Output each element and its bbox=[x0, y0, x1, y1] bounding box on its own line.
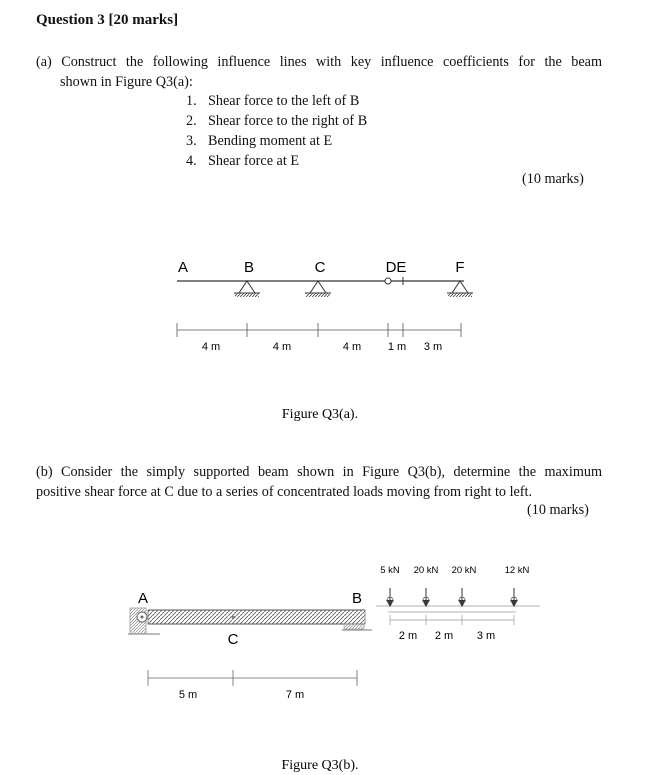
label-c: C bbox=[314, 259, 326, 276]
spacing-label-2: 2 m bbox=[434, 630, 454, 642]
label-a: A bbox=[177, 259, 189, 276]
part-b-marks: (10 marks) bbox=[527, 502, 589, 518]
load-train bbox=[376, 588, 540, 625]
caption-q3a: Figure Q3(a). bbox=[281, 407, 359, 422]
part-b-line-1: (b) Consider the simply supported beam shown in Figure Q3(b), determine the maximum bbox=[36, 464, 602, 480]
part-a-marks: (10 marks) bbox=[522, 171, 584, 187]
roller-support-b bbox=[342, 624, 372, 630]
spacing-label-3: 3 m bbox=[476, 630, 496, 642]
load-label-20kn-1: 20 kN bbox=[413, 565, 439, 576]
dimension-line-b bbox=[148, 670, 357, 686]
dim-cd: 4 m bbox=[342, 341, 362, 353]
label-b-b: B bbox=[351, 590, 363, 607]
list-item: 2. Shear force to the right of B bbox=[186, 113, 368, 129]
load-label-20kn-2: 20 kN bbox=[451, 565, 477, 576]
dim-ef: 3 m bbox=[423, 341, 443, 353]
caption-q3b: Figure Q3(b). bbox=[281, 758, 359, 773]
dim-de: 1 m bbox=[387, 341, 407, 353]
part-a-line-2: shown in Figure Q3(a): bbox=[60, 74, 193, 90]
label-f: F bbox=[455, 259, 465, 276]
dim-bc: 4 m bbox=[272, 341, 292, 353]
list-item: 3. Bending moment at E bbox=[186, 133, 333, 149]
label-a-b: A bbox=[137, 590, 149, 607]
load-arrow-5kn bbox=[386, 588, 394, 607]
list-item: 1. Shear force to the left of B bbox=[186, 93, 360, 109]
load-label-12kn: 12 kN bbox=[504, 565, 530, 576]
dim-ac: 5 m bbox=[178, 689, 198, 701]
label-de: DE bbox=[385, 259, 407, 276]
load-arrow-12kn bbox=[510, 588, 518, 607]
part-a-line-1: (a) Construct the following influence lines with key influence coefficients for the beam bbox=[36, 54, 602, 70]
dim-cb: 7 m bbox=[285, 689, 305, 701]
load-arrow-20kn-2 bbox=[458, 588, 466, 607]
point-c-marker bbox=[232, 616, 235, 619]
beam-b bbox=[148, 610, 365, 624]
question-title: Question 3 [20 marks] bbox=[36, 12, 179, 28]
part-b-line-2: positive shear force at C due to a series of concentrated loads moving from right to left. bbox=[36, 484, 533, 500]
spacing-label-1: 2 m bbox=[398, 630, 418, 642]
load-arrow-20kn-1 bbox=[422, 588, 430, 607]
load-label-5kn: 5 kN bbox=[380, 565, 400, 576]
list-item: 4. Shear force at E bbox=[186, 153, 299, 169]
dim-ab: 4 m bbox=[201, 341, 221, 353]
label-c-b: C bbox=[227, 631, 239, 648]
label-b: B bbox=[243, 259, 255, 276]
